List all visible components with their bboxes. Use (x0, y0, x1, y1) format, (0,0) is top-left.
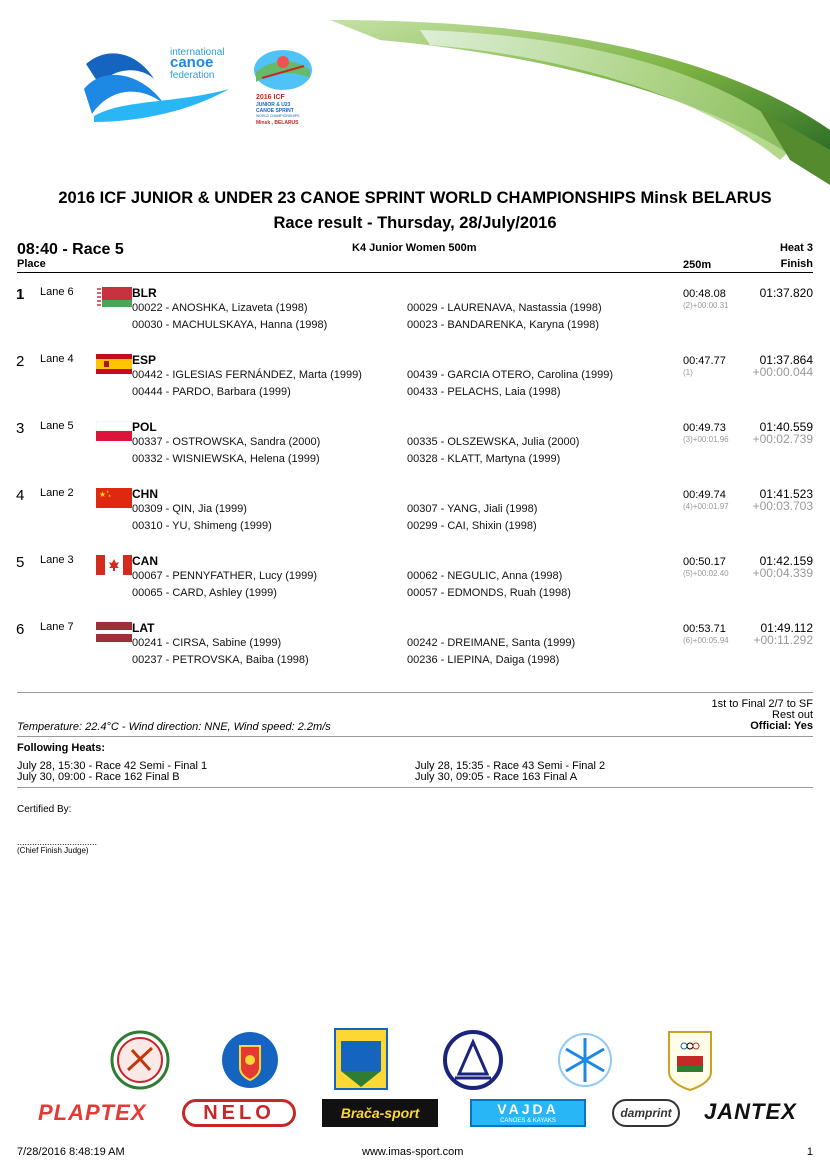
country-code: LAT (132, 621, 155, 635)
finish-time: 01:42.159 (759, 554, 813, 568)
athlete-name: 00433 - PELACHS, Laia (1998) (407, 386, 561, 398)
sponsor-jantex: JANTEX (704, 1099, 797, 1124)
following-heats-title: Following Heats: (17, 742, 105, 754)
finish-time: 01:37.864 (759, 353, 813, 367)
athlete-name: 00337 - OSTROWSKA, Sandra (2000) (132, 436, 321, 448)
footer-url[interactable]: www.imas-sport.com (362, 1146, 464, 1158)
lane-label: Lane 6 (40, 286, 74, 298)
split-time-250m: 00:49.73 (683, 422, 726, 434)
sponsor-damprint: damprint (612, 1099, 680, 1127)
lane-label: Lane 2 (40, 487, 74, 499)
document-title: 2016 ICF JUNIOR & UNDER 23 CANOE SPRINT WORLD CHAMPIONSHIPS Minsk BELARUS (58, 189, 772, 207)
following-heat-right-1: July 28, 15:35 - Race 43 Semi - Final 2 (415, 760, 606, 772)
following-heat-left-1: July 28, 15:30 - Race 42 Semi - Final 1 (17, 760, 208, 772)
split-rank-250m: (3)+00:01.96 (683, 435, 729, 444)
sponsor-braca-sport: Brača-sport (322, 1099, 438, 1127)
athlete-name: 00332 - WISNIEWSKA, Helena (1999) (132, 453, 320, 465)
athlete-name: 00067 - PENNYFATHER, Lucy (1999) (132, 570, 318, 582)
result-row (0, 554, 830, 621)
event-logo-line2: JUNIOR & U23 (256, 102, 291, 108)
race-time-label: 08:40 - Race 5 (17, 241, 124, 258)
split-rank-250m: (4)+00:01.97 (683, 502, 729, 511)
athlete-name: 00328 - KLATT, Martyna (1999) (407, 453, 561, 465)
weather-divider (17, 736, 813, 737)
following-divider (17, 787, 813, 788)
athlete-name: 00439 - GARCIA OTERO, Carolina (1999) (407, 369, 614, 381)
sponsor-vajda-sub: CANOES & KAYAKS (500, 1118, 556, 1124)
athlete-name: 00241 - CIRSA, Sabine (1999) (132, 637, 282, 649)
sponsor-vajda-box (470, 1099, 586, 1127)
finish-time: 01:49.112 (760, 621, 813, 635)
certified-label: Certified By: (17, 804, 72, 815)
athlete-name: 00444 - PARDO, Barbara (1999) (132, 386, 291, 398)
snowflake-emblem-icon (555, 1030, 615, 1090)
place-number: 3 (16, 420, 25, 437)
lane-label: Lane 5 (40, 420, 74, 432)
blr-flag-icon (96, 287, 132, 307)
athlete-name: 00442 - IGLESIAS FERNÁNDEZ, Marta (1999) (132, 369, 362, 381)
athlete-name: 00065 - CARD, Ashley (1999) (132, 587, 277, 599)
finish-time: 01:41.523 (759, 487, 813, 501)
lat-flag-icon (96, 622, 132, 642)
result-row (0, 420, 830, 487)
country-code: ESP (132, 353, 157, 367)
pol-flag-icon (96, 421, 132, 441)
athlete-name: 00023 - BANDARENKA, Karyna (1998) (407, 319, 599, 331)
column-header-place: Place (17, 258, 46, 270)
result-row (0, 286, 830, 353)
finish-gap: +00:11.292 (753, 633, 813, 647)
lane-label: Lane 7 (40, 621, 74, 633)
event-logo-year: 2016 ICF (256, 94, 285, 101)
finish-gap: +00:00.044 (752, 365, 813, 379)
results-bottom-divider (17, 692, 813, 693)
icf-logo-text-1: international (170, 47, 225, 58)
event-logo-emblem-icon (252, 48, 314, 92)
finish-gap: +00:02.739 (752, 432, 813, 446)
athlete-name: 00242 - DREIMANE, Santa (1999) (407, 637, 576, 649)
chief-finish-judge-label: (Chief Finish Judge) (17, 846, 89, 855)
sponsor-plaptex: PLAPTEX (38, 1100, 147, 1125)
sponsor-nelo: NELO (182, 1099, 296, 1127)
event-name: K4 Junior Women 500m (352, 242, 477, 254)
document-subtitle: Race result - Thursday, 28/July/2016 (273, 214, 557, 232)
athlete-name: 00057 - EDMONDS, Ruah (1998) (407, 587, 571, 599)
result-row (0, 353, 830, 420)
split-time-250m: 00:53.71 (683, 623, 726, 635)
svg-text:★: ★ (106, 490, 110, 494)
athlete-name: 00299 - CAI, Shixin (1998) (407, 520, 537, 532)
sponsor-vajda: VAJDA (497, 1101, 559, 1117)
can-flag-icon (96, 555, 132, 575)
result-row (0, 621, 830, 688)
following-heat-left-2: July 30, 09:00 - Race 162 Final B (17, 771, 180, 783)
place-number: 5 (16, 554, 25, 571)
minsk-emblem-icon (220, 1030, 280, 1090)
athlete-name: 00029 - LAURENAVA, Nastassia (1998) (407, 302, 602, 314)
icf-logo (84, 44, 234, 124)
progression-rest: Rest out (772, 709, 813, 721)
federation-emblem-icon (110, 1030, 170, 1090)
athlete-name: 00309 - QIN, Jia (1999) (132, 503, 247, 515)
athlete-name: 00062 - NEGULIC, Anna (1998) (407, 570, 563, 582)
athlete-name: 00237 - PETROVSKA, Baiba (1998) (132, 654, 309, 666)
event-logo (252, 48, 314, 132)
finish-gap: +00:04.339 (752, 566, 813, 580)
column-header-250m: 250m (683, 259, 712, 271)
progression-rule: 1st to Final 2/7 to SF (711, 698, 813, 710)
icf-logo-text-2: canoe (170, 54, 214, 71)
place-number: 1 (16, 286, 25, 303)
place-number: 2 (16, 353, 25, 370)
official-status: Official: Yes (750, 720, 813, 732)
split-time-250m: 00:48.08 (683, 288, 726, 300)
athlete-name: 00022 - ANOSHKA, Lizaveta (1998) (132, 302, 308, 314)
result-row (0, 487, 830, 554)
olympic-committee-emblem-icon (665, 1028, 715, 1092)
split-time-250m: 00:49.74 (683, 489, 726, 501)
esp-flag-icon (96, 354, 132, 374)
signature-dots: ................................ (17, 837, 98, 847)
lane-label: Lane 4 (40, 353, 74, 365)
chn-flag-icon (96, 488, 132, 508)
split-rank-250m: (6)+00:05.94 (683, 636, 729, 645)
lane-label: Lane 3 (40, 554, 74, 566)
event-logo-line3: CANOE SPRINT (256, 108, 294, 114)
canoe-club-emblem-icon (443, 1030, 503, 1090)
footer-timestamp: 7/28/2016 8:48:19 AM (17, 1146, 125, 1158)
athlete-name: 00335 - OLSZEWSKA, Julia (2000) (407, 436, 580, 448)
event-logo-line4: WORLD CHAMPIONSHIPS (256, 114, 300, 118)
athlete-name: 00307 - YANG, Jiali (1998) (407, 503, 538, 515)
split-rank-250m: (1) (683, 368, 693, 377)
split-time-250m: 00:50.17 (683, 556, 726, 568)
country-code: CAN (132, 554, 158, 568)
header-divider (17, 272, 813, 273)
svg-text:★: ★ (99, 490, 107, 499)
event-logo-line5: Minsk , BELARUS (256, 120, 299, 126)
icf-logo-text-3: federation (170, 70, 215, 81)
country-code: CHN (132, 487, 158, 501)
split-rank-250m: (5)+00:02.40 (683, 569, 729, 578)
athlete-name: 00310 - YU, Shimeng (1999) (132, 520, 272, 532)
column-header-finish: Finish (780, 258, 813, 270)
svg-text:★: ★ (108, 494, 112, 498)
weather-info: Temperature: 22.4°C - Wind direction: NNE, Wind speed: 2.2m/s (17, 721, 331, 733)
finish-time: 01:37.820 (759, 286, 813, 300)
finish-time: 01:40.559 (759, 420, 813, 434)
athlete-name: 00236 - LIEPINA, Daiga (1998) (407, 654, 560, 666)
heat-label: Heat 3 (779, 242, 813, 254)
athlete-name: 00030 - MACHULSKAYA, Hanna (1998) (132, 319, 328, 331)
place-number: 4 (16, 487, 25, 504)
place-number: 6 (16, 621, 25, 638)
split-time-250m: 00:47.77 (683, 355, 726, 367)
country-code: BLR (132, 286, 157, 300)
sponsor-area (0, 1025, 830, 1135)
finish-gap: +00:03.703 (752, 499, 813, 513)
split-rank-250m: (2)+00:00.31 (683, 301, 729, 310)
footer-page-number: 1 (806, 1146, 813, 1158)
following-heat-right-2: July 30, 09:05 - Race 163 Final A (415, 771, 578, 783)
country-code: POL (132, 420, 157, 434)
city-coat-of-arms-icon (333, 1027, 389, 1093)
